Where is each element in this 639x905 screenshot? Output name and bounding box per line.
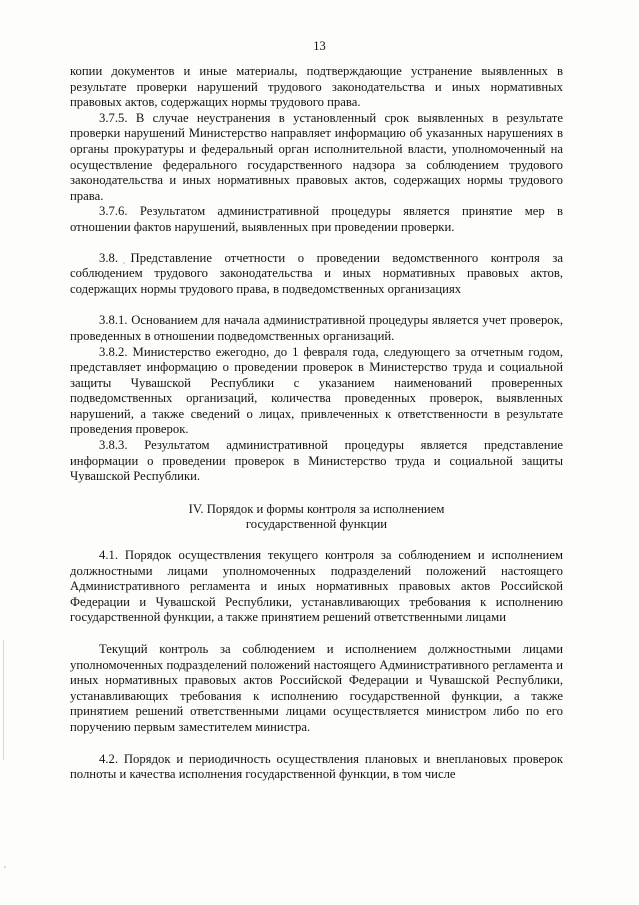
paragraph-4-2: 4.2. Порядок и периодичность осуществления плановых и внеплановых проверок полноты и качества исполнения государственной функции, в том числе <box>70 751 563 782</box>
paragraph-3-8-3: 3.8.3. Результатом административной процедуры является представление информации о проведении проверок в Министерство труда и социальной защиты Чувашской Республики. <box>70 438 563 484</box>
scan-speck <box>4 866 6 868</box>
paragraph-4-1: 4.1. Порядок осуществления текущего контроля за соблюдением и исполнением должностными лицами уполномоченных подразделений положений настоящего Административного регламента и иных нормативных правовых актов Российской Федерации и Чувашской Республики, устанавливающих требования к исполнению государственной функции, а также принятием решений ответственными лицами <box>70 548 563 625</box>
document-body <box>70 64 563 783</box>
section-heading-line-1: IV. Порядок и формы контроля за исполнением <box>188 501 445 516</box>
paragraph-3-7-5: 3.7.5. В случае неустранения в установленный срок выявленных в результате проверки нарушений Министерство направляет информацию об указанных нарушениях в органы прокуратуры и федеральный орган исполнительной власти, уполномоченный на осуществление федерального государственного надзора за соблюдением трудового законодательства и иных нормативных правовых актов, содержащих нормы трудового права. <box>70 110 563 203</box>
section-heading-line-2: государственной функции <box>245 517 388 532</box>
paragraph-3-7-6: 3.7.6. Результатом административной процедуры является принятие мер в отношении фактов нарушений, выявленных при проведении проверки. <box>70 204 563 234</box>
paragraph-continuation: копии документов и иные материалы, подтверждающие устранение выявленных в результате проверки нарушений трудового законодательства и иных нормативных правовых актов, содержащих нормы трудового права. <box>70 64 563 110</box>
paragraph-3-8-2: 3.8.2. Министерство ежегодно, до 1 февраля года, следующего за отчетным годом, представляет информацию о проведении проверок в Министерство труда и социальной защиты Чувашской Республики с указанием наименований проверенных подведомственных организаций, количества проведенных проверок, выявленных нарушений, а также сведений о лицах, привлеченных к ответственности в результате проведения проверок. <box>70 344 563 437</box>
paragraph-4-1-body: Текущий контроль за соблюдением и исполнением должностными лицами уполномоченных подразделений положений настоящего Административного регламента и иных нормативных правовых актов Российской Федерации и Чувашской Республики, устанавливающих требования к исполнению государственной функции, а также принятием решений ответственными лицами осуществляется министром либо по его поручению первым заместителем министра. <box>70 642 563 734</box>
page-number: 13 <box>313 39 326 53</box>
paragraph-3-8-1: 3.8.1. Основанием для начала административной процедуры является учет проверок, проведенных в отношении подведомственных организаций. <box>70 313 563 343</box>
paragraph-3-8-subheading: 3.8. Представление отчетности о проведении ведомственного контроля за соблюдением трудового законодательства и иных нормативных правовых актов, содержащих нормы трудового права, в подведомственных организациях <box>70 250 563 296</box>
section-heading <box>70 502 563 533</box>
scan-edge-mark <box>3 640 4 760</box>
